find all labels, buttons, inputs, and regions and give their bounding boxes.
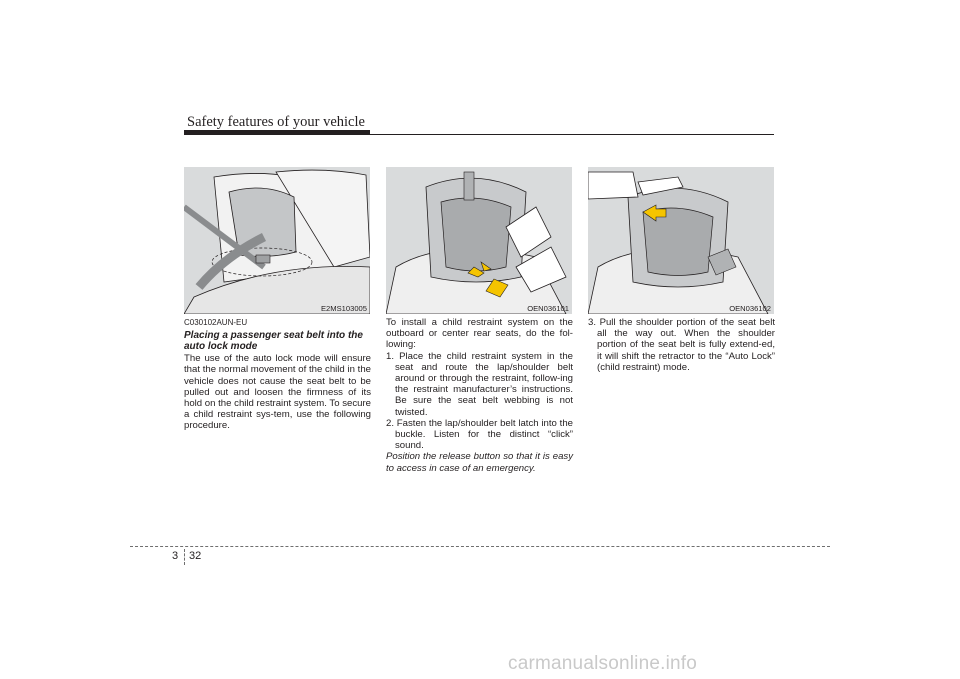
page-number-divider: [184, 549, 185, 565]
reference-code: C030102AUN-EU: [184, 318, 248, 327]
illustration-rear-seat: [184, 167, 370, 314]
figure-code: OEN036102: [729, 304, 771, 313]
column-1: [184, 317, 371, 432]
intro-paragraph: To install a child restraint system on the outboard or center rear seats, do the fol-lowing:: [386, 317, 573, 351]
column-2: [386, 317, 573, 474]
header-rule-thin: [370, 134, 774, 135]
figure-code: OEN036101: [527, 304, 569, 313]
figure-rear-seat-child-seat: [184, 167, 370, 314]
illustration-pull-belt: [588, 167, 774, 314]
page-number: 32: [189, 550, 202, 562]
watermark: carmanualsonline.info: [508, 653, 698, 674]
figure-code: E2MS103005: [320, 304, 367, 313]
list-item: 3. Pull the shoulder portion of the seat belt all the way out. When the shoulder portion of the seat belt is fully extend-ed, it will shift the retractor to the “Auto Lock” (child restraint) mode.: [588, 317, 775, 373]
illustration-fasten-latch: [386, 167, 572, 314]
procedure-list: [588, 317, 775, 373]
column-3: [588, 317, 775, 373]
chapter-number: 3: [172, 550, 179, 562]
figure-fasten-latch: [386, 167, 572, 314]
procedure-list: [386, 351, 573, 452]
subheading: Placing a passenger seat belt into the auto lock mode: [184, 330, 363, 353]
list-item: 1. Place the child restraint system in the seat and route the lap/shoulder belt around or through the restraint, follow-ing the restraint manufacturer’s instructions. Be sure the seat belt webbing is not twisted.: [386, 350, 573, 418]
italic-note: Position the release button so that it is easy to access in case of an emergency.: [386, 451, 573, 474]
header-rule-thick: [184, 130, 370, 135]
footer-rule: [130, 546, 830, 547]
figure-pull-shoulder-belt: [588, 167, 774, 314]
section-title: Safety features of your vehicle: [187, 114, 365, 130]
list-item: 2. Fasten the lap/shoulder belt latch into the buckle. Listen for the distinct “click” sound.: [386, 417, 573, 452]
body-paragraph: The use of the auto lock mode will ensure that the normal movement of the child in the vehicle does not cause the seat belt to be pulled out and loosen the firmness of its hold on the child restraint system. To secure a child restraint sys-tem, use the following procedure.: [184, 353, 371, 432]
